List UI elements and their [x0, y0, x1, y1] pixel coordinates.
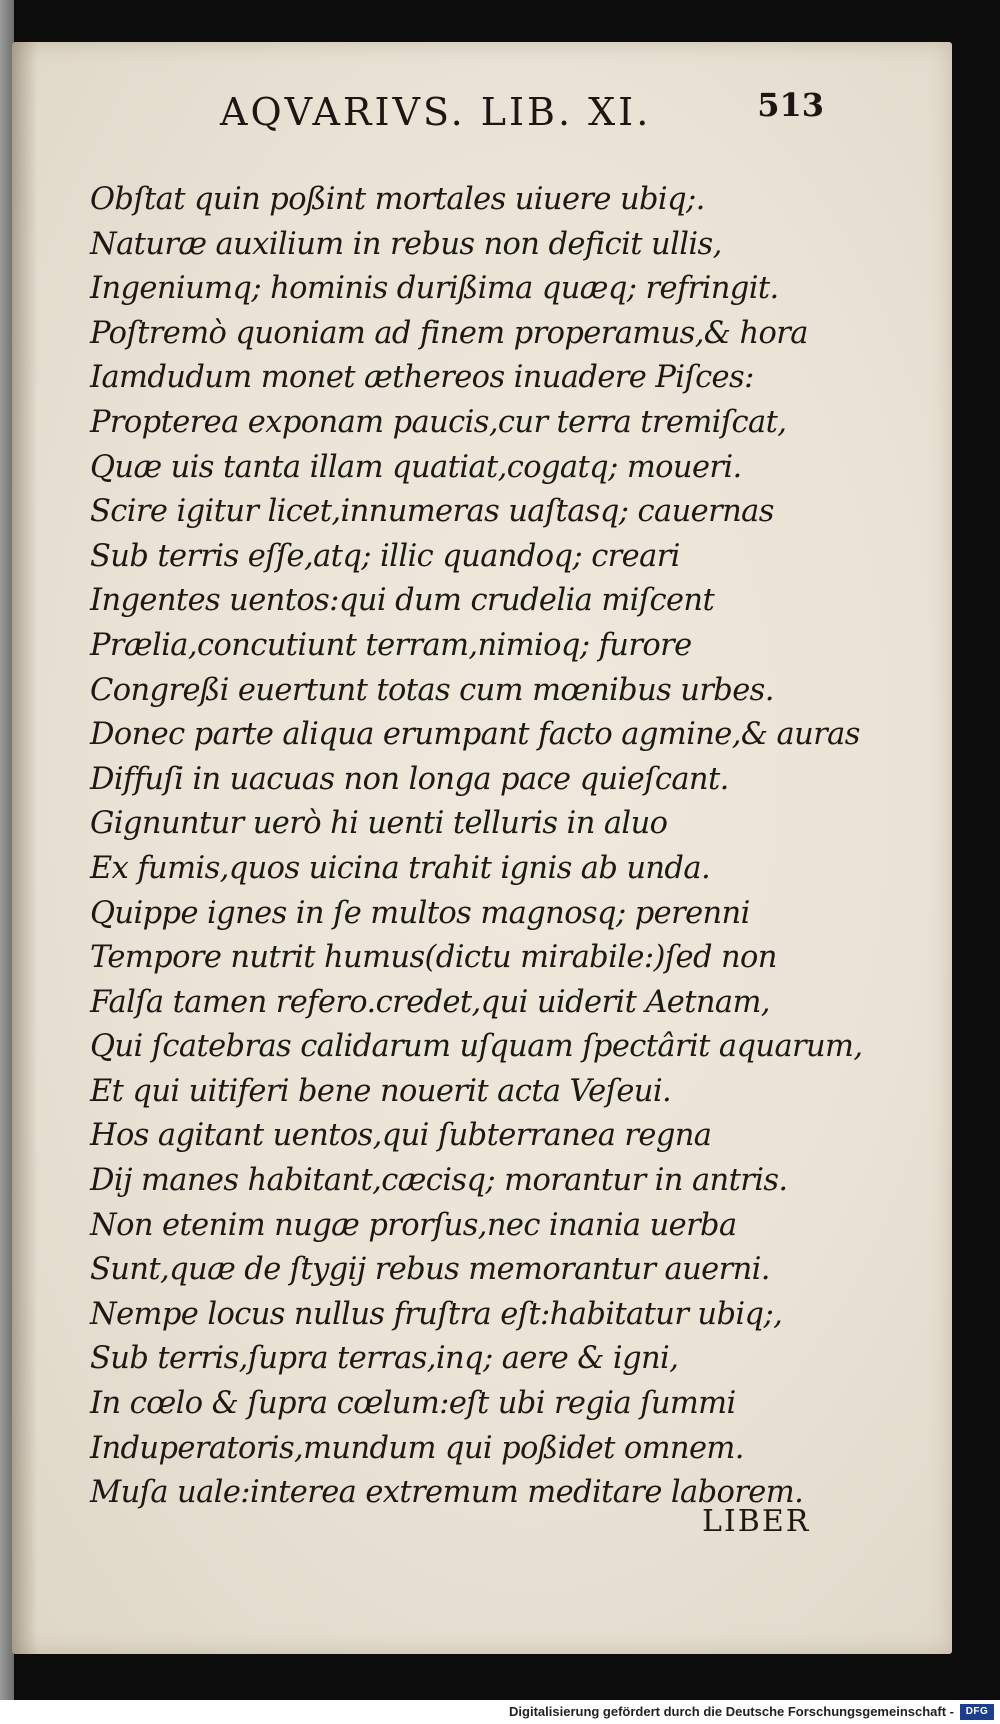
verse-line: Iamdudum monet æthereos inuadere Piſces: — [90, 360, 754, 396]
verse-line: Et qui uitiferi bene nouerit acta Veſeui. — [90, 1073, 672, 1109]
verse-line: Induperatoris,mundum qui poßidet omnem. — [90, 1430, 744, 1466]
verse-line: Tempore nutrit humus(dictu mirabile:)ſed non — [90, 940, 777, 976]
dfg-logo[interactable]: DFG — [960, 1704, 994, 1720]
catchword: LIBER — [702, 1504, 811, 1539]
verse-line: Non etenim nugæ prorſus,nec inania uerba — [90, 1207, 737, 1243]
verse-line: Quippe ignes in ſe multos magnosq; perenni — [90, 895, 750, 931]
verse-line: Diffuſi in uacuas non longa pace quieſcant. — [90, 761, 729, 797]
page-header — [72, 82, 912, 142]
verse-line: Ingentes uentos:qui dum crudelia miſcent — [90, 583, 715, 619]
verse-line: Sunt,quæ de ſtygij rebus memorantur auerni. — [90, 1252, 770, 1288]
verse-line: Muſa uale:interea extremum meditare laborem. — [90, 1475, 804, 1511]
verse-line: Ex fumis,quos uicina trahit ignis ab unda. — [90, 850, 711, 886]
verse-line: Ingeniumq; hominis durißima quæq; refringit. — [90, 271, 779, 307]
verse-line: Prælia,concutiunt terram,nimioq; furore — [90, 627, 692, 663]
verse-line: Obſtat quin poßint mortales uiuere ubiq;. — [90, 182, 705, 217]
verse-text — [90, 178, 863, 1516]
verse-line: Poſtremò quoniam ad finem properamus,& hora — [90, 315, 808, 351]
funding-credit: Digitalisierung gefördert durch die Deutsche Forschungsgemeinschaft - — [509, 1704, 954, 1719]
verse-line: Quæ uis tanta illam quatiat,cogatq; moueri. — [90, 449, 742, 485]
verse-line: Nempe locus nullus fruſtra eſt:habitatur ubiq;, — [90, 1296, 783, 1332]
verse-line: Hos agitant uentos,qui ſubterranea regna — [90, 1118, 712, 1154]
verse-line: Dij manes habitant,cæcisq; morantur in antris. — [90, 1163, 788, 1199]
verse-line: Scire igitur licet,innumeras uaſtasq; cauernas — [90, 494, 774, 530]
running-title: AQVARIVS. LIB. XI. — [220, 90, 652, 134]
page-number: 513 — [757, 86, 824, 124]
verse-line: Donec parte aliqua erumpant facto agmine,& auras — [90, 717, 860, 753]
book-page — [12, 42, 952, 1654]
verse-line: Falſa tamen refero.credet,qui uiderit Aetnam, — [90, 984, 770, 1020]
verse-line: Sub terris eſſe,atq; illic quandoq; creari — [90, 538, 680, 574]
verse-line: Propterea exponam paucis,cur terra tremiſcat, — [90, 404, 787, 440]
verse-line: Naturæ auxilium in rebus non deficit ullis, — [90, 226, 722, 262]
digitization-footer — [0, 1700, 1000, 1724]
verse-line: Congreßi euertunt totas cum mœnibus urbes. — [90, 672, 774, 708]
verse-line: Qui ſcatebras calidarum uſquam ſpectârit aquarum, — [90, 1029, 863, 1065]
verse-line: Sub terris,ſupra terras,inq; aere & igni, — [90, 1341, 679, 1377]
verse-line: Gignuntur uerò hi uenti telluris in aluo — [90, 806, 668, 842]
verse-line: In cœlo & ſupra cœlum:eſt ubi regia ſummi — [90, 1386, 736, 1422]
